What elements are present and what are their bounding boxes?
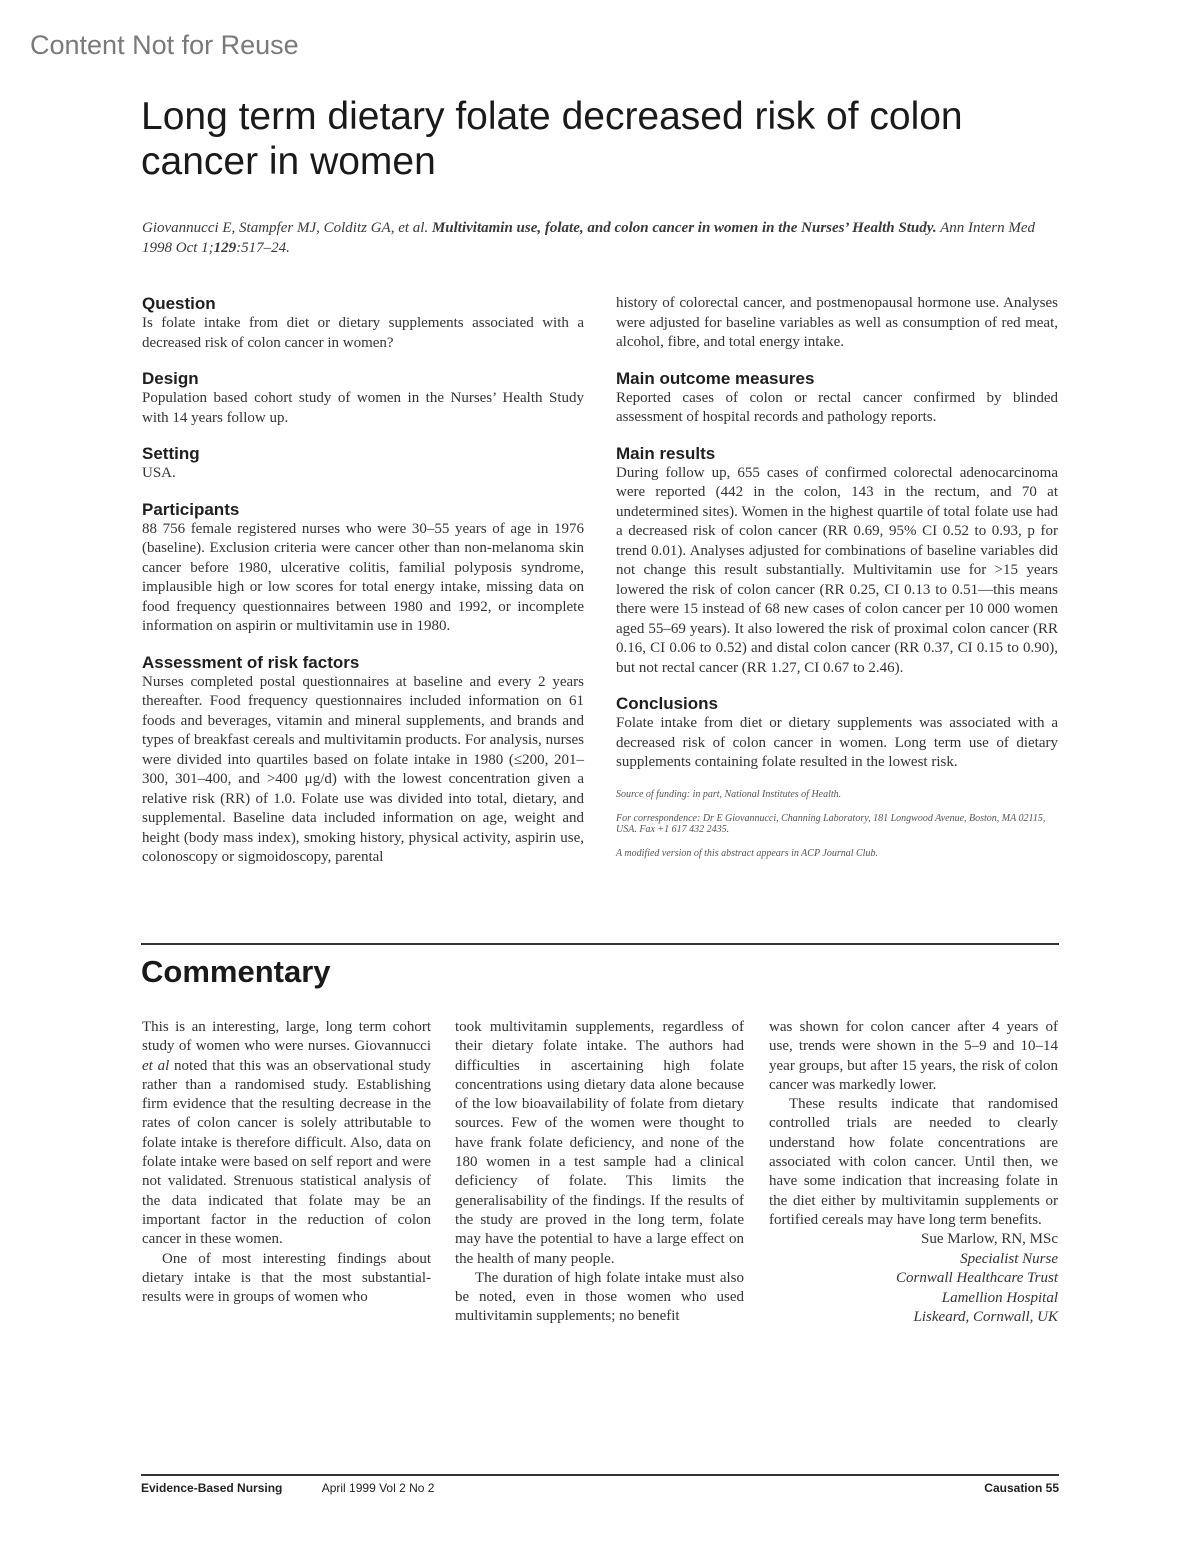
correspondence-note: For correspondence: Dr E Giovannucci, Channing Laboratory, 181 Longwood Avenue, Boston, MA 02115, USA. Fax +1 617 432 2435.	[616, 812, 1046, 835]
section-text: history of colorectal cancer, and postmenopausal hormone use. Analyses were adjusted for baseline variables as well as consumption of red meat, alcohol, fibre, and total energy intake.	[616, 295, 1058, 350]
footer-issue: April 1999 Vol 2 No 2	[321, 1481, 435, 1495]
text-run: noted that this was an observational study rather than a randomised study. Establishing firm evidence that the resulting decrease in the rates of colon cancer is solely attributable to folate intake is therefore difficult. Also, data on folate intake were based on self report and were not validated. Strenuous statistical analysis of the data indicated that folate may be an important factor in the reduction of colon cancer in these women.	[142, 1057, 431, 1248]
commentary-author-signature	[769, 1230, 1058, 1328]
commentary-paragraph: One of most interesting findings about dietary intake is that the most substantial- results were in groups of women who	[142, 1250, 431, 1306]
abstract-right-column	[616, 294, 1058, 872]
section-text: Is folate intake from diet or dietary supplements associated with a decreased risk of colon cancer in women?	[142, 315, 584, 351]
section-text: Nurses completed postal questionnaires at baseline and every 2 years thereafter. Food frequency questionnaires included information on 61 foods and beverages, vitamin and mineral supplements, and brands and types of breakfast cereals and multivitamin products. For analysis, nurses were divided into quartiles based on folate intake in 1980 (≤200, 201–300, 301–400, and >400 μg/d) with the lowest concentration given a relative risk (RR) of 1.0. Folate use was divided into total, dietary, and supplemental. Baseline data included information on age, weight and height (body mass index), smoking history, physical activity, aspirin use, colonoscopy or sigmoidoscopy, parental	[142, 673, 584, 865]
page-footer	[141, 1481, 1059, 1495]
abstract-notes	[616, 789, 1058, 859]
section-heading: Conclusions	[616, 694, 719, 713]
modified-version-note: A modified version of this abstract appears in ACP Journal Club.	[616, 847, 878, 859]
commentary-paragraph: was shown for colon cancer after 4 years of use, trends were shown in the 5–9 and 10–14 year groups, but after 15 years, the risk of colon cancer was markedly lower.	[769, 1019, 1058, 1093]
section-text: USA.	[142, 465, 176, 481]
citation-authors: Giovannucci E, Stampfer MJ, Colditz GA, et al.	[142, 220, 432, 236]
section-participants	[142, 500, 584, 637]
footer-journal: Evidence-Based Nursing	[141, 1481, 283, 1495]
section-text: During follow up, 655 cases of confirmed colorectal adenocarcinoma were reported (442 in the colon, 143 in the rectum, and 70 at undetermined sites). Women in the highest quartile of total folate use had a decreased risk of colon cancer (RR 0.69, 95% CI 0.52 to 0.93, p for trend 0.01). Analyses adjusted for combinations of baseline variables did not change this result substantially. Multivitamin use for >15 years lowered the risk of colon cancer (RR 0.25, CI 0.13 to 0.51—this means there were 15 instead of 68 new cases of colon cancer per 10 000 women aged 55–69 years). It also lowered the risk of proximal colon cancer (RR 0.16, CI 0.06 to 0.52) and distal colon cancer (RR 0.37, CI 0.15 to 0.90), but not rectal cancer (RR 1.27, CI 0.67 to 2.46).	[616, 464, 1058, 676]
section-text: Population based cohort study of women in the Nurses’ Health Study with 14 years follow up.	[142, 390, 584, 426]
commentary-paragraph: These results indicate that randomised controlled trials are needed to clearly understand how folate concentrations are associated with colon cancer. Until then, we have some indication that increasing folate in the diet either by multivitamin supplements or fortified cereals may have long term benefits.	[769, 1096, 1058, 1228]
section-heading: Assessment of risk factors	[142, 652, 360, 672]
text-run: This is an interesting, large, long term cohort study of women who were nurses. Giovannucci	[142, 1019, 431, 1055]
citation-volume: 129	[213, 240, 237, 256]
section-design	[142, 369, 584, 428]
section-heading: Question	[142, 294, 216, 313]
section-question	[142, 294, 584, 353]
funding-note: Source of funding: in part, National Institutes of Health.	[616, 788, 842, 800]
section-heading: Design	[142, 369, 199, 388]
article-title: Long term dietary folate decreased risk of colon cancer in women	[141, 95, 963, 183]
author-organisation: Cornwall Healthcare Trust	[896, 1270, 1058, 1287]
watermark: Content Not for Reuse	[30, 30, 299, 60]
section-heading: Participants	[142, 499, 240, 519]
commentary-paragraph: The duration of high folate intake must also be noted, even in those women who used multivitamin supplements; no benefit	[455, 1269, 744, 1325]
commentary-column-3	[769, 1018, 1058, 1328]
author-name: Sue Marlow, RN, MSc	[921, 1231, 1058, 1248]
et-al: et al	[142, 1057, 170, 1074]
section-heading: Main outcome measures	[616, 368, 815, 388]
section-heading: Main results	[616, 443, 716, 463]
section-text: Folate intake from diet or dietary supplements was associated with a decreased risk of colon cancer in women. Long term use of dietary supplements containing folate resulted in the lowest risk.	[616, 715, 1058, 770]
section-main-outcome	[616, 369, 1058, 428]
section-text: 88 756 female registered nurses who were 30–55 years of age in 1976 (baseline). Exclusion criteria were cancer other than non-melanoma skin cancer before 1980, ulcerative colitis, familial polyposis syndrome, implausible high or low scores for total energy intake, missing data on food frequency questionnaires between 1980 and 1992, or incomplete information on aspirin or multivitamin use in 1980.	[142, 520, 584, 634]
section-heading: Setting	[142, 444, 200, 463]
footer-section-page: Causation 55	[984, 1481, 1059, 1495]
footer-divider	[141, 1474, 1059, 1476]
commentary-paragraph: took multivitamin supplements, regardless of their dietary folate intake. The authors had difficulties in ascertaining high folate concentrations using dietary data alone because of the low bioavailability of folate from dietary sources. Few of the women were thought to have frank folate deficiency, and none of the 180 women in a test sample had a clinical deficiency of folate. This limits the generalisability of the findings. If the results of the study are proved in the long term, folate may have the potential to have a large effect on the health of many people.	[455, 1019, 744, 1267]
section-assessment	[142, 653, 584, 868]
commentary-column-1	[142, 1018, 431, 1307]
citation-journal: Ann Intern Med 1998 Oct 1;	[142, 220, 1036, 256]
commentary-heading: Commentary	[141, 954, 331, 989]
commentary-paragraph	[142, 1018, 431, 1250]
author-hospital: Lamellion Hospital	[941, 1289, 1058, 1306]
section-setting	[142, 444, 584, 484]
citation	[142, 218, 1060, 258]
author-location: Liskeard, Cornwall, UK	[913, 1309, 1058, 1326]
citation-study-title: Multivitamin use, folate, and colon cancer in women in the Nurses’ Health Study.	[431, 220, 937, 236]
section-conclusions	[616, 694, 1058, 773]
abstract-left-column	[142, 294, 584, 884]
section-main-results	[616, 444, 1058, 679]
section-text: Reported cases of colon or rectal cancer confirmed by blinded assessment of hospital records and pathology reports.	[616, 389, 1058, 425]
commentary-column-2	[455, 1018, 744, 1327]
section-divider	[141, 943, 1059, 945]
author-role: Specialist Nurse	[960, 1250, 1058, 1267]
section-assessment-continued	[616, 294, 1058, 353]
citation-pages: :517–24.	[236, 240, 290, 256]
